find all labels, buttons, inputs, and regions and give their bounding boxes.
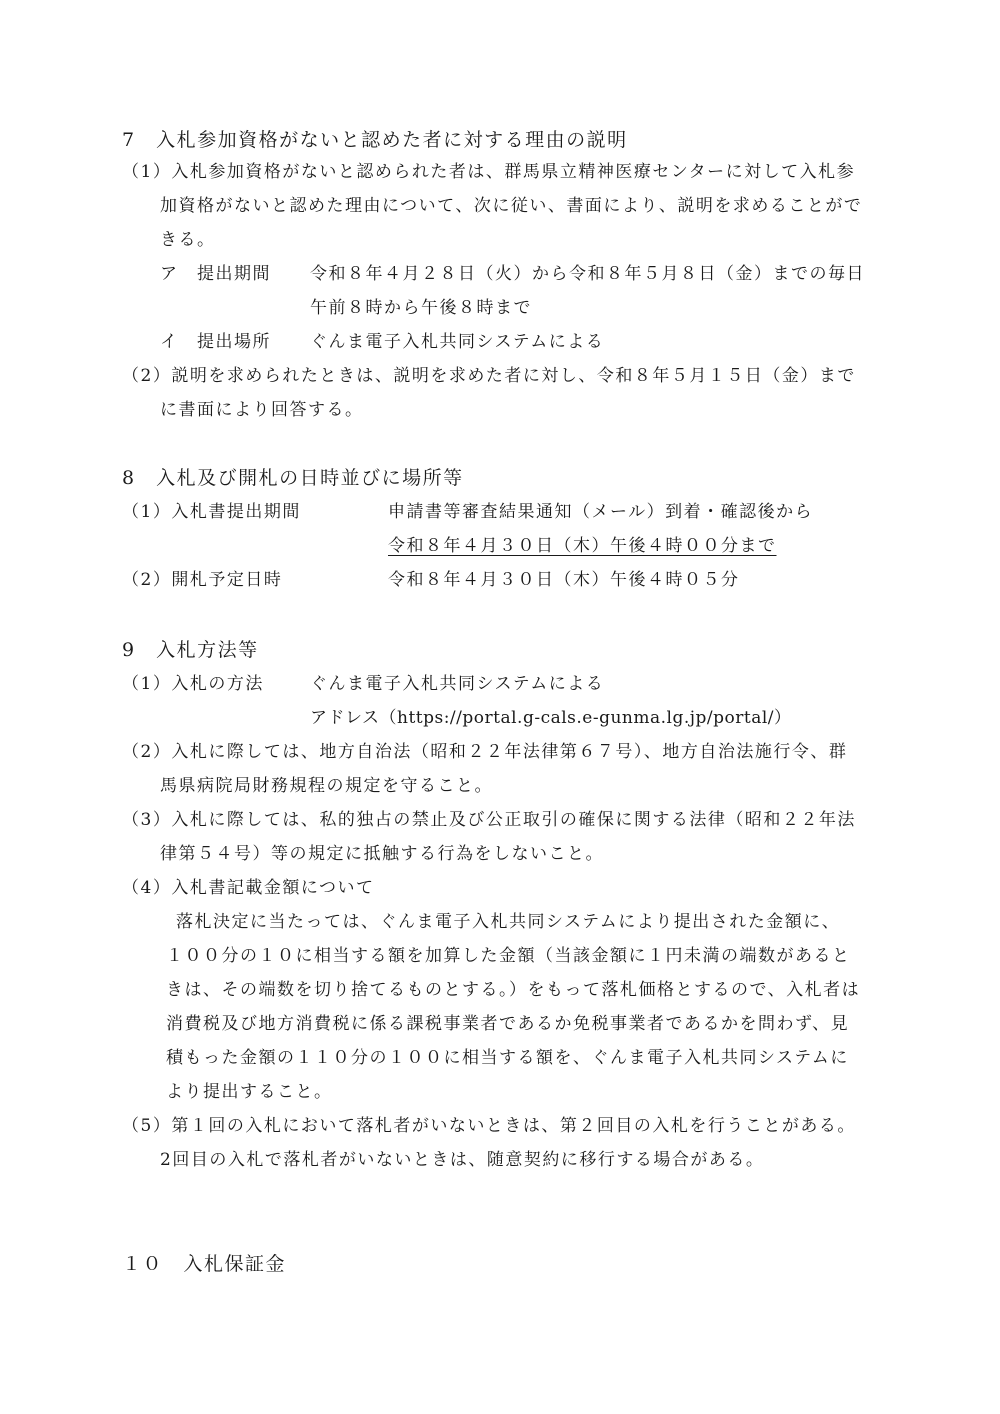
s9-item4-line6: より提出すること。 xyxy=(166,1082,333,1102)
s9-item5-line2: 2回目の入札で落札者がいないときは、随意契約に移行する場合がある。 xyxy=(160,1150,765,1170)
section-9-heading: 9 入札方法等 xyxy=(122,639,259,661)
s7-item1-line1: （1）入札参加資格がないと認められた者は、群馬県立精神医療センターに対して入札参 xyxy=(122,162,856,182)
s7-item2-line2: に書面により回答する。 xyxy=(160,400,364,420)
s7-a-label: ア 提出期間 xyxy=(160,264,271,284)
s8-item2-label: （2）開札予定日時 xyxy=(122,570,283,590)
s9-item4-line2: １００分の１０に相当する額を加算した金額（当該金額に１円未満の端数があると xyxy=(166,946,851,966)
s7-b-value: ぐんま電子入札共同システムによる xyxy=(310,332,605,352)
s9-item4-line4: 消費税及び地方消費税に係る課税事業者であるか免税事業者であるかを問わず、見 xyxy=(166,1014,850,1034)
s9-item1-address: アドレス（https://portal.g-cals.e-gunma.lg.jp/portal/） xyxy=(310,708,792,728)
s9-item5-line1: （5）第１回の入札において落札者がいないときは、第２回目の入札を行うことがある。 xyxy=(122,1116,856,1136)
section-8-heading: 8 入札及び開札の日時並びに場所等 xyxy=(122,467,464,489)
s9-item2-line2: 馬県病院局財務規程の規定を守ること。 xyxy=(160,776,493,796)
s9-item4-line3: きは、その端数を切り捨てるものとする。）をもって落札価格とするので、入札者は xyxy=(166,980,861,1000)
s9-item4-title: （4）入札書記載金額について xyxy=(122,878,375,898)
s9-item1-label: （1）入札の方法 xyxy=(122,674,264,694)
s8-item2-value: 令和８年４月３０日（木）午後４時０５分 xyxy=(388,570,740,590)
s7-a-value-1: 令和８年４月２８日（火）から令和８年５月８日（金）までの毎日 xyxy=(310,264,865,284)
s9-item3-line1: （3）入札に際しては、私的独占の禁止及び公正取引の確保に関する法律（昭和２２年法 xyxy=(122,810,856,830)
s7-item2-line1: （2）説明を求められたときは、説明を求めた者に対し、令和８年５月１５日（金）まで xyxy=(122,366,856,386)
s9-item1-value: ぐんま電子入札共同システムによる xyxy=(310,674,605,694)
s7-a-value-2: 午前８時から午後８時まで xyxy=(310,298,532,318)
section-10-heading: １０ 入札保証金 xyxy=(122,1253,287,1275)
s9-item4-line5: 積もった金額の１１０分の１００に相当する額を、ぐんま電子入札共同システムに xyxy=(166,1048,849,1068)
s9-item4-line1: 落札決定に当たっては、ぐんま電子入札共同システムにより提出された金額に、 xyxy=(176,912,841,932)
s8-item1-label: （1）入札書提出期間 xyxy=(122,502,301,522)
s9-item2-line1: （2）入札に際しては、地方自治法（昭和２２年法律第６７号）、地方自治法施行令、群 xyxy=(122,742,848,762)
s8-item1-value-1: 申請書等審査結果通知（メール）到着・確認後から xyxy=(388,502,814,522)
s7-item1-line2: 加資格がないと認めた理由について、次に従い、書面により、説明を求めることがで xyxy=(160,196,863,216)
s9-item3-line2: 律第５４号）等の規定に抵触する行為をしないこと。 xyxy=(160,844,604,864)
s7-item1-line3: きる。 xyxy=(160,230,216,250)
s8-item1-value-2: 令和８年４月３０日（木）午後４時００分まで xyxy=(388,536,777,556)
section-7-heading: 7 入札参加資格がないと認めた者に対する理由の説明 xyxy=(122,129,628,151)
s7-b-label: イ 提出場所 xyxy=(160,332,271,352)
